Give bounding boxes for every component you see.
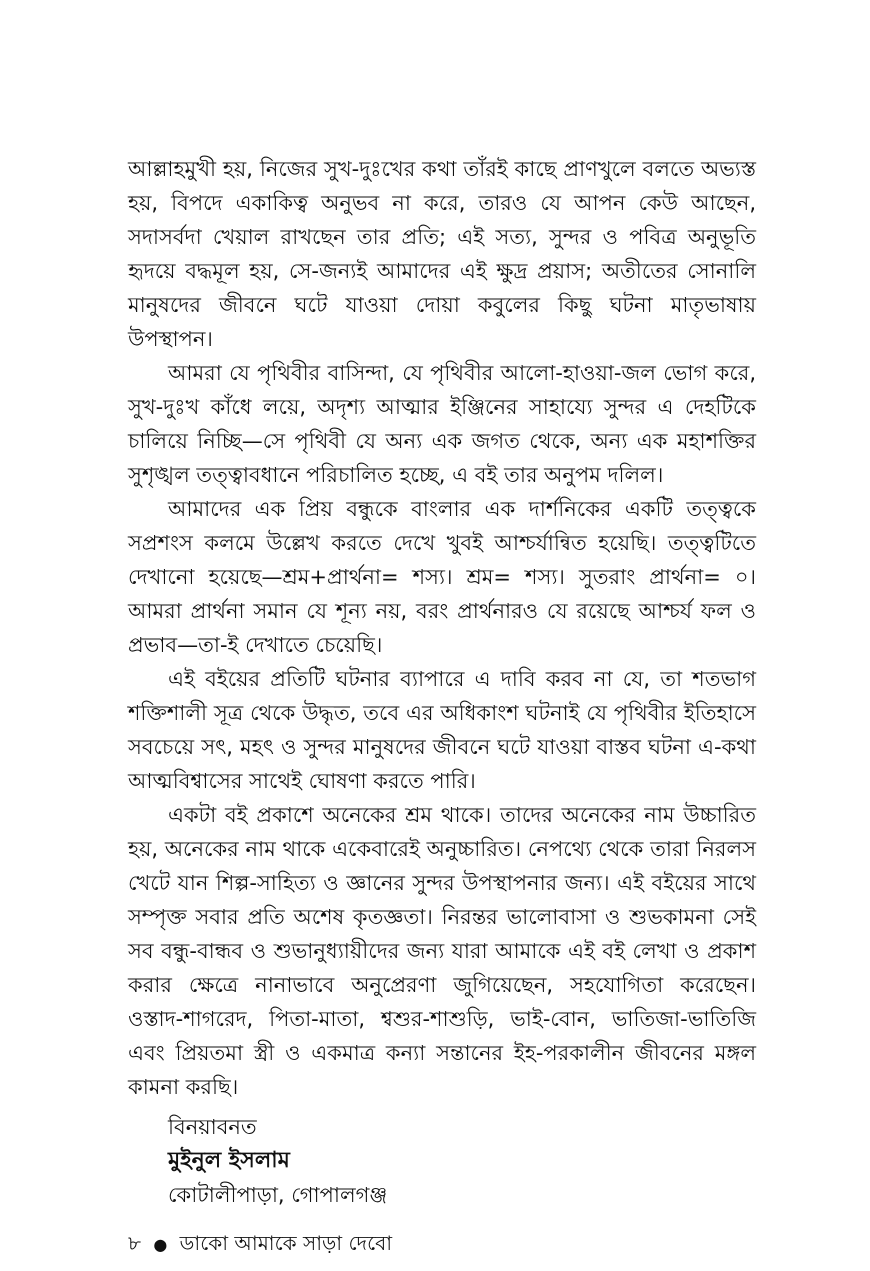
paragraph-2: আমরা যে পৃথিবীর বাসিন্দা, যে পৃথিবীর আলো-হাওয়া-জল ভোগ করে, সুখ-দুঃখ কাঁধে লয়ে, অদৃশ্য আত্মার ইঞ্জিনের সাহায্যে সুন্দর এ দেহটিকে চালিয়ে নিচ্ছি—সে পৃথিবী যে অন্য এক জগত থেকে, অন্য এক মহাশক্তির সুশৃঙ্খল তত্ত্বাবধানে পরিচালিত হচ্ছে, এ বই তার অনুপম দলিল।: [128, 361, 756, 487]
book-title: ডাকো আমাকে সাড়া দেবো: [179, 1231, 393, 1255]
page-number: ৮: [128, 1231, 141, 1255]
signature-block: [168, 1110, 668, 1212]
author-location: কোটালীপাড়া, গোপালগঞ্জ: [168, 1183, 388, 1207]
paragraph-4: এই বইয়ের প্রতিটি ঘটনার ব্যাপারে এ দাবি করব না যে, তা শতভাগ শক্তিশালী সূত্র থেকে উদ্ধৃত, তবে এর অধিকাংশ ঘটনাই যে পৃথিবীর ইতিহাসে সবচেয়ে সৎ, মহৎ ও সুন্দর মানুষদের জীবনে ঘটে যাওয়া বাস্তব ঘটনা এ-কথা আত্মবিশ্বাসের সাথেই ঘোষণা করতে পারি।: [128, 667, 756, 793]
author-name: মুইনুল ইসলাম: [168, 1148, 290, 1173]
paragraph-5: একটা বই প্রকাশে অনেকের শ্রম থাকে। তাদের অনেকের নাম উচ্চারিত হয়, অনেকের নাম থাকে একেবারেই অনুচ্চারিত। নেপথ্যে থেকে তারা নিরলস খেটে যান শিল্প-সাহিত্য ও জ্ঞানের সুন্দর উপস্থাপনার জন্য। এই বইয়ের সাথে সম্পৃক্ত সবার প্রতি অশেষ কৃতজ্ঞতা। নিরন্তর ভালোবাসা ও শুভকামনা সেই সব বন্ধু-বান্ধব ও শুভানুধ্যায়ীদের জন্য যারা আমাকে এই বই লেখা ও প্রকাশ করার ক্ষেত্রে নানাভাবে অনুপ্রেরণা জুগিয়েছেন, সহযোগিতা করেছেন। ওস্তাদ-শাগরেদ, পিতা-মাতা, শ্বশুর-শাশুড়ি, ভাই-বোন, ভাতিজা-ভাতিজি এবং প্রিয়তমা স্ত্রী ও একমাত্র কন্যা সন্তানের ইহ-পরকালীন জীবনের মঙ্গল কামনা করছি।: [128, 803, 756, 1099]
paragraph-1: আল্লাহমুখী হয়, নিজের সুখ-দুঃখের কথা তাঁরই কাছে প্রাণখুলে বলতে অভ্যস্ত হয়, বিপদে একাকিত্ব অনুভব না করে, তারও যে আপন কেউ আছেন, সদাসর্বদা খেয়াল রাখছেন তার প্রতি; এই সত্য, সুন্দর ও পবিত্র অনুভূতি হৃদয়ে বদ্ধমূল হয়, সে-জন্যই আমাদের এই ক্ষুদ্র প্রয়াস; অতীতের সোনালি মানুষদের জীবনে ঘটে যাওয়া দোয়া কবুলের কিছু ঘটনা মাতৃভাষায় উপস্থাপন।: [128, 157, 756, 351]
signature-closing: বিনয়াবনত: [168, 1115, 257, 1139]
preface-body: [128, 152, 756, 1104]
bullet-icon: ●: [153, 1234, 168, 1254]
paragraph-3: আমাদের এক প্রিয় বন্ধুকে বাংলার এক দার্শনিকের একটি তত্ত্বকে সপ্রশংস কলমে উল্লেখ করতে দেখে খুবই আশ্চর্যান্বিত হয়েছি। তত্ত্বটিতে দেখানো হয়েছে—শ্রম+প্রার্থনা= শস্য। শ্রম= শস্য। সুতরাং প্রার্থনা= ০। আমরা প্রার্থনা সমান যে শূন্য নয়, বরং প্রার্থনারও যে রয়েছে আশ্চর্য ফল ও প্রভাব—তা-ই দেখাতে চেয়েছি।: [128, 497, 756, 657]
page-footer: [128, 1228, 392, 1260]
